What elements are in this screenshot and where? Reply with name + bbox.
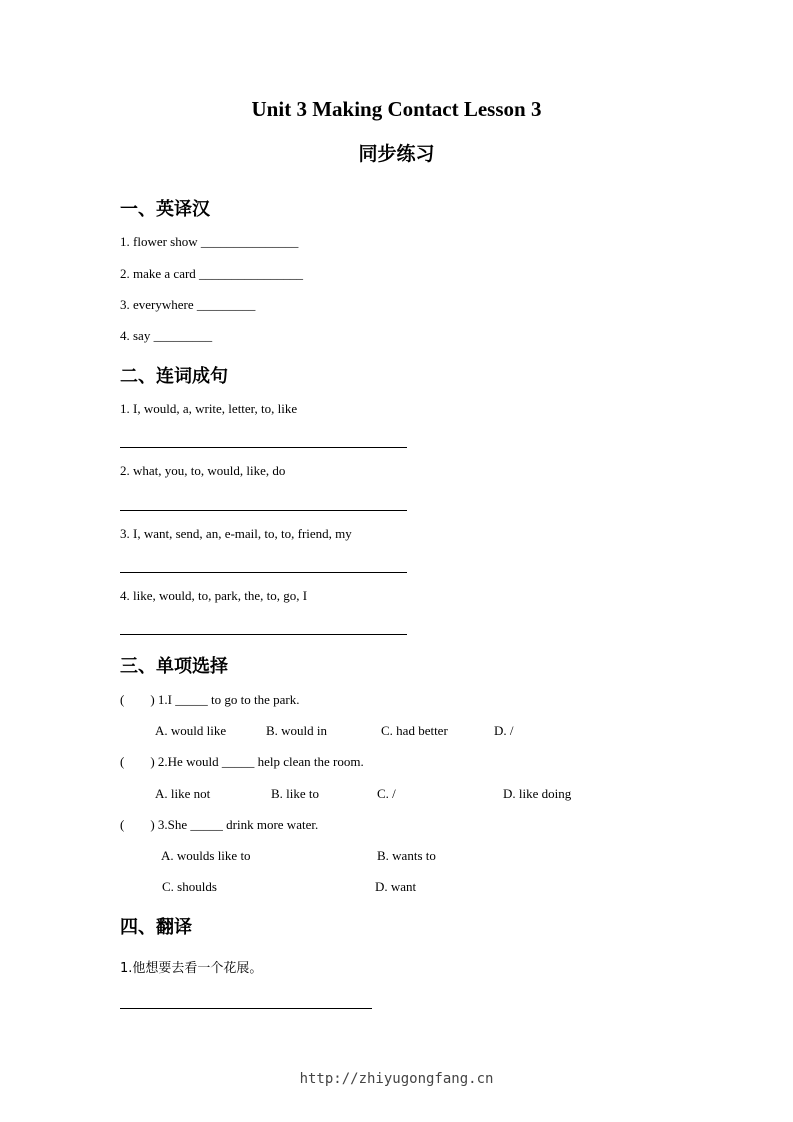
section-heading-translate-en-cn: 一、英译汉 [120, 199, 210, 220]
section-heading-sentence-building: 二、连词成句 [120, 366, 228, 387]
option-c: C. had better [381, 723, 448, 738]
question-item: 1. flower show _______________ [120, 234, 299, 249]
option-c: C. shoulds [162, 879, 217, 894]
page-title: Unit 3 Making Contact Lesson 3 [251, 97, 542, 121]
option-b: B. like to [271, 786, 320, 801]
question-stem: ( ) 2.He would _____ help clean the room. [120, 754, 364, 769]
option-d: D. / [494, 723, 514, 738]
question-item: 2. what, you, to, would, like, do [120, 463, 286, 478]
option-b: B. would in [266, 723, 328, 738]
option-a: A. like not [155, 786, 211, 801]
option-d: D. want [375, 879, 417, 894]
page-subtitle: 同步练习 [358, 143, 435, 165]
option-c: C. / [377, 786, 396, 801]
question-item: 3. I, want, send, an, e-mail, to, to, friend, my [120, 526, 352, 541]
question-item: 4. say _________ [120, 328, 213, 343]
question-item: 4. like, would, to, park, the, to, go, I [120, 588, 308, 603]
question-stem: ( ) 1.I _____ to go to the park. [120, 692, 300, 707]
footer-url: http://zhiyugongfang.cn [299, 1071, 494, 1087]
question-stem: ( ) 3.She _____ drink more water. [120, 817, 319, 832]
option-a: A. woulds like to [161, 848, 251, 863]
option-a: A. would like [155, 723, 227, 738]
question-item: 1.他想要去看一个花展。 [120, 961, 263, 976]
question-item: 1. I, would, a, write, letter, to, like [120, 401, 298, 416]
question-item: 2. make a card ________________ [120, 266, 304, 281]
section-heading-translation: 四、翻译 [120, 917, 192, 938]
question-item: 3. everywhere _________ [120, 297, 256, 312]
option-d: D. like doing [503, 786, 572, 801]
section-heading-multiple-choice: 三、单项选择 [120, 656, 228, 677]
option-b: B. wants to [377, 848, 436, 863]
answer-line [120, 1008, 372, 1009]
